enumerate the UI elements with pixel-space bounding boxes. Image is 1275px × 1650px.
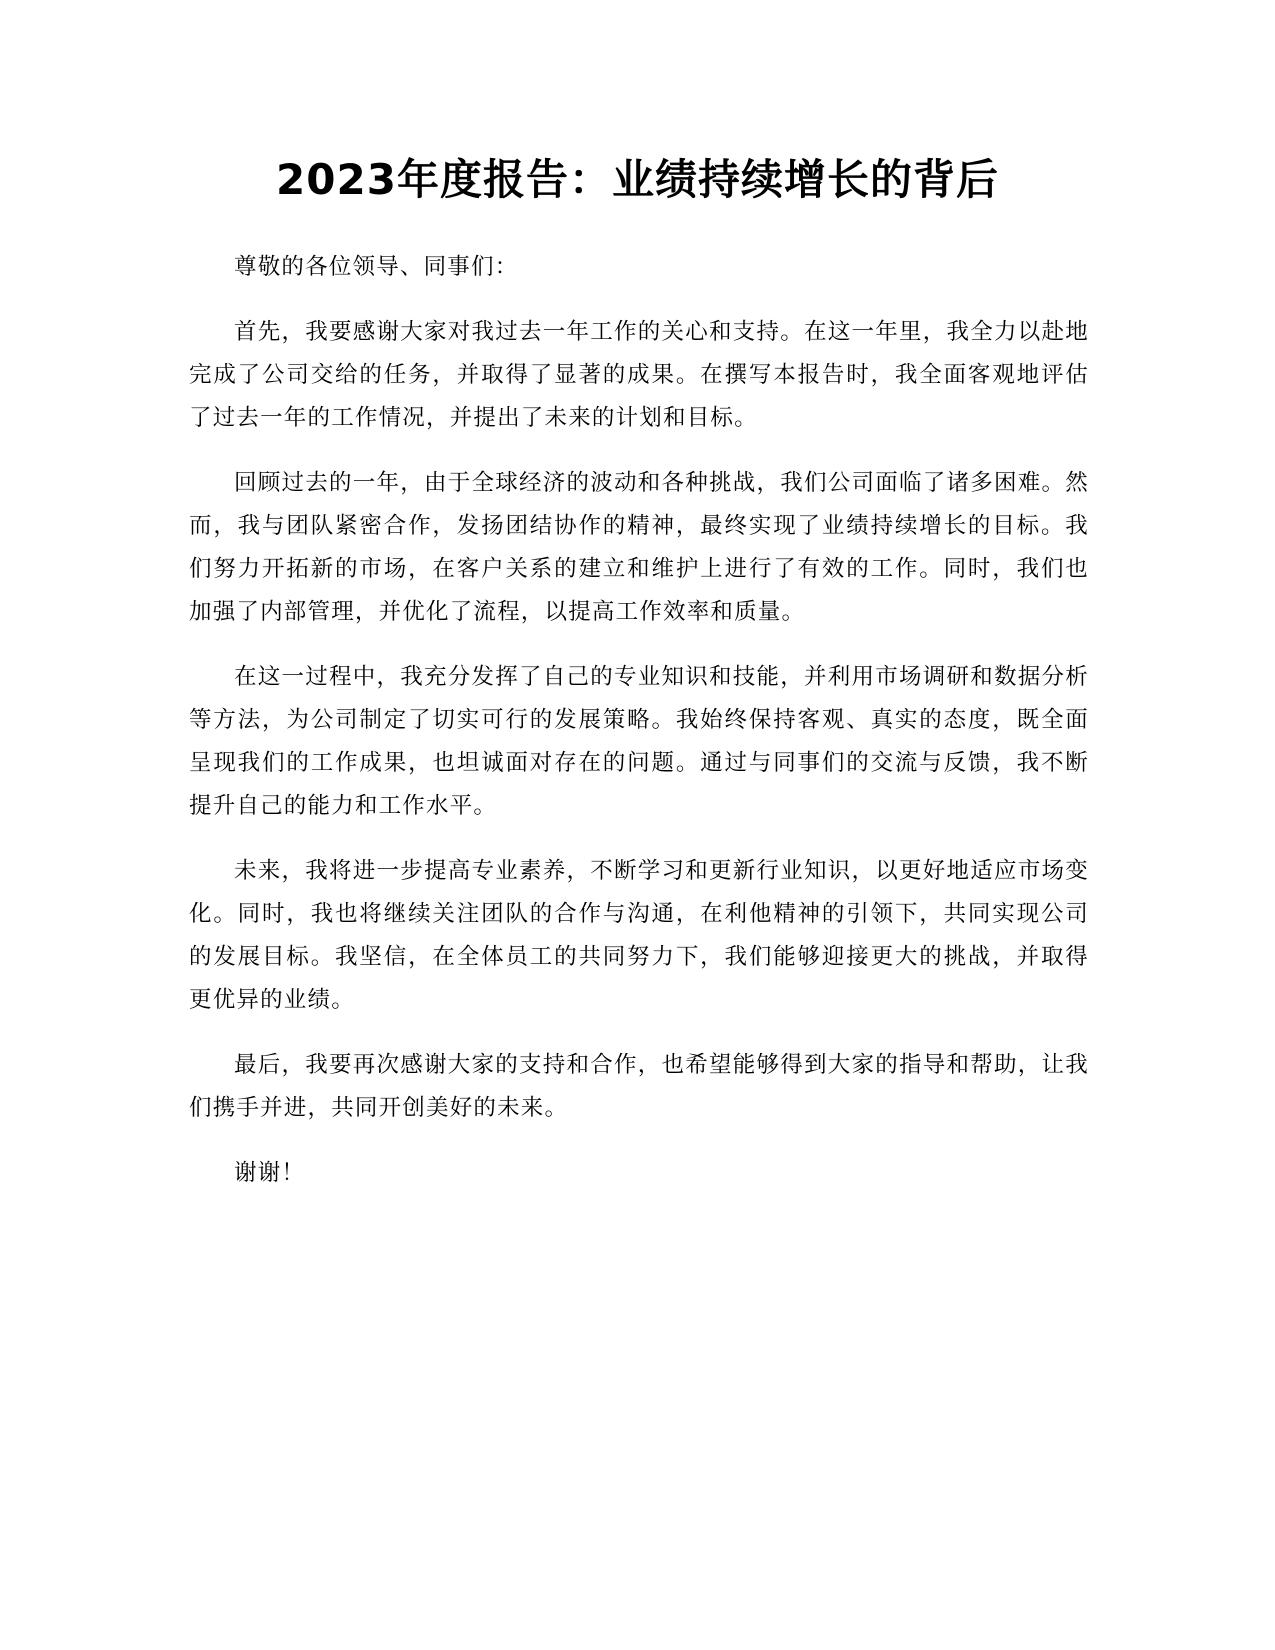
paragraph-intro: 首先，我要感谢大家对我过去一年工作的关心和支持。在这一年里，我全力以赴地完成了公司交给的任务，并取得了显著的成果。在撰写本报告时，我全面客观地评估了过去一年的工作情况，并提出了未来的计划和目标。: [189, 319, 1089, 431]
document-title: 2023年度报告：业绩持续增长的背后: [276, 155, 999, 204]
paragraph-review: 回顾过去的一年，由于全球经济的波动和各种挑战，我们公司面临了诸多困难。然而，我与团队紧密合作，发扬团结协作的精神，最终实现了业绩持续增长的目标。我们努力开拓新的市场，在客户关系的建立和维护上进行了有效的工作。同时，我们也加强了内部管理，并优化了流程，以提高工作效率和质量。: [189, 470, 1089, 625]
paragraph-future: 未来，我将进一步提高专业素养，不断学习和更新行业知识，以更好地适应市场变化。同时，我也将继续关注团队的合作与沟通，在利他精神的引领下，共同实现公司的发展目标。我坚信，在全体员工的共同努力下，我们能够迎接更大的挑战，并取得更优异的业绩。: [189, 858, 1089, 1013]
closing: 谢谢！: [234, 1160, 306, 1186]
paragraph-thanks: 最后，我要再次感谢大家的支持和合作，也希望能够得到大家的指导和帮助，让我们携手并进，共同开创美好的未来。: [189, 1052, 1089, 1121]
document-body: [189, 246, 1089, 1217]
salutation: 尊敬的各位领导、同事们：: [234, 254, 519, 280]
paragraph-process: 在这一过程中，我充分发挥了自己的专业知识和技能，并利用市场调研和数据分析等方法，为公司制定了切实可行的发展策略。我始终保持客观、真实的态度，既全面呈现我们的工作成果，也坦诚面对存在的问题。通过与同事们的交流与反馈，我不断提升自己的能力和工作水平。: [189, 664, 1089, 819]
